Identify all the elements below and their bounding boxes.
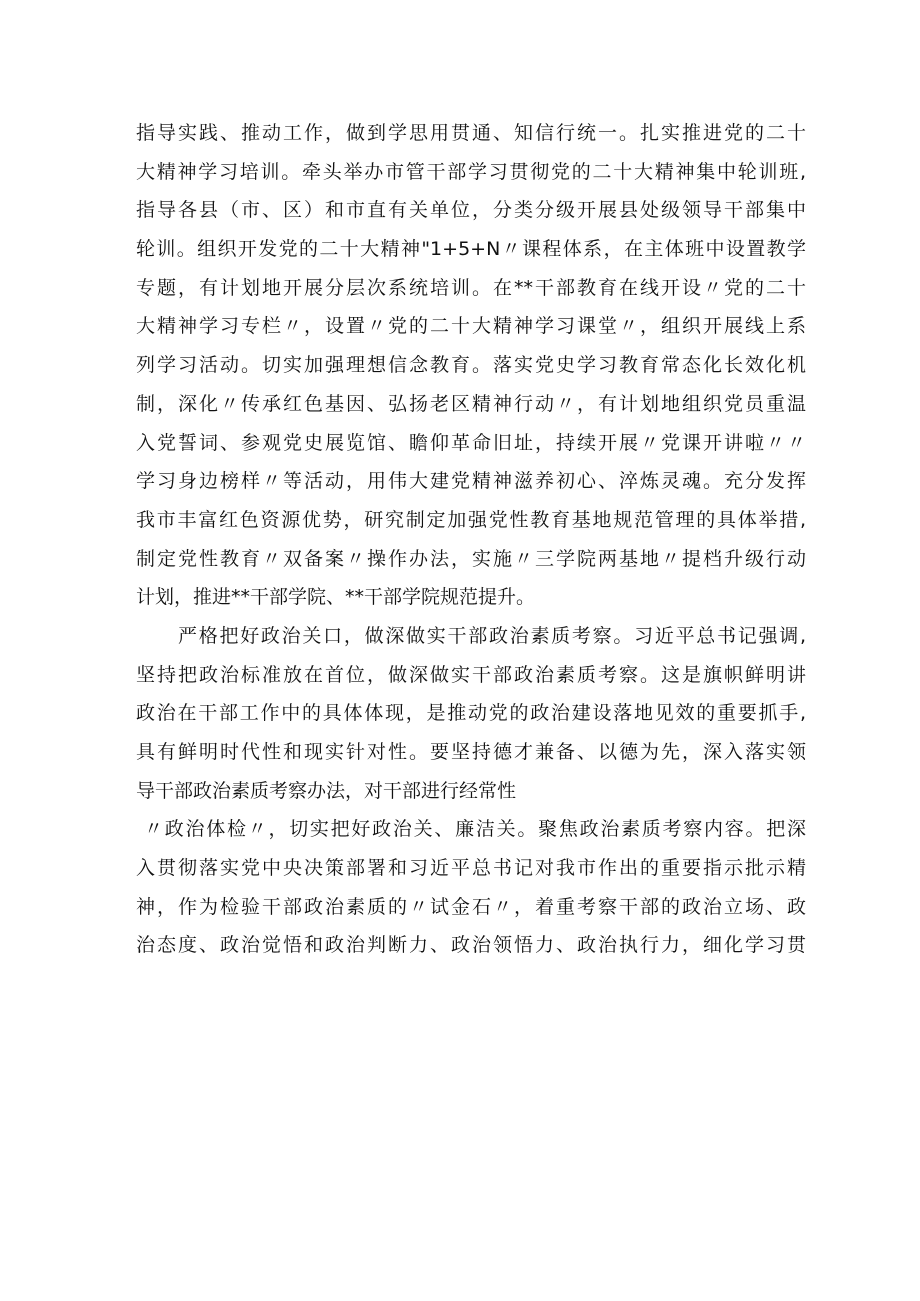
- text-line-18: 导干部政治素质考察办法，对干部进行经常性: [136, 779, 517, 802]
- text-line-4: 轮训。组织开发党的二十大精神"1+5+N〃课程体系，在主体班中设置教学: [136, 238, 806, 261]
- text-line-16: 政治在干部工作中的具体体现，是推动党的政治建设落地见效的重要抓手,: [136, 702, 806, 725]
- text-line-15: 坚持把政治标准放在首位，做深做实干部政治素质考察。这是旗帜鲜明讲: [136, 663, 806, 686]
- text-line-7: 列学习活动。切实加强理想信念教育。落实党史学习教育常态化长效化机: [136, 354, 806, 377]
- text-line-20: 入贯彻落实党中央决策部署和习近平总书记对我市作出的重要指示批示精: [136, 857, 806, 880]
- text-line-11: 我市丰富红色资源优势，研究制定加强党性教育基地规范管理的具体举措,: [136, 508, 806, 531]
- document-body: [136, 114, 806, 965]
- text-line-2: 大精神学习培训。牵头举办市管干部学习贯彻党的二十大精神集中轮训班,: [136, 160, 806, 183]
- text-line-6: 大精神学习专栏〃，设置〃党的二十大精神学习课堂〃，组织开展线上系: [136, 315, 806, 338]
- text-line-3: 指导各县（市、区）和市直有关单位，分类分级开展县处级领导干部集中: [136, 199, 806, 222]
- text-line-1: 指导实践、推动工作，做到学思用贯通、知信行统一。扎实推进党的二十: [136, 122, 806, 144]
- text-line-10: 学习身边榜样〃等活动，用伟大建党精神滋养初心、淬炼灵魂。充分发挥: [136, 470, 806, 493]
- text-line-13: 计划，推进**干部学院、**干部学院规范提升。: [136, 586, 536, 609]
- paragraph-start-line: 严格把好政治关口，做深做实干部政治素质考察。习近平总书记强调,: [178, 624, 806, 647]
- text-line-19: 〃政治体检〃，切实把好政治关、廉洁关。聚焦政治素质考察内容。把深: [144, 818, 806, 841]
- text-line-17: 具有鲜明时代性和现实针对性。要坚持德才兼备、以德为先，深入落实领: [136, 741, 806, 763]
- text-line-8: 制，深化〃传承红色基因、弘扬老区精神行动〃，有计划地组织党员重温: [136, 392, 806, 415]
- text-line-9: 入党誓词、参观党史展览馆、瞻仰革命旧址，持续开展〃党课开讲啦〃〃: [136, 431, 806, 454]
- text-line-12: 制定党性教育〃双备案〃操作办法，实施〃三学院两基地〃提档升级行动: [136, 547, 806, 570]
- text-line-22: 治态度、政治觉悟和政治判断力、政治领悟力、政治执行力，细化学习贯: [136, 934, 806, 957]
- text-line-5: 专题，有计划地开展分层次系统培训。在**干部教育在线开设〃党的二十: [136, 276, 806, 299]
- text-line-21: 神，作为检验干部政治素质的〃试金石〃，着重考察干部的政治立场、政: [136, 895, 806, 918]
